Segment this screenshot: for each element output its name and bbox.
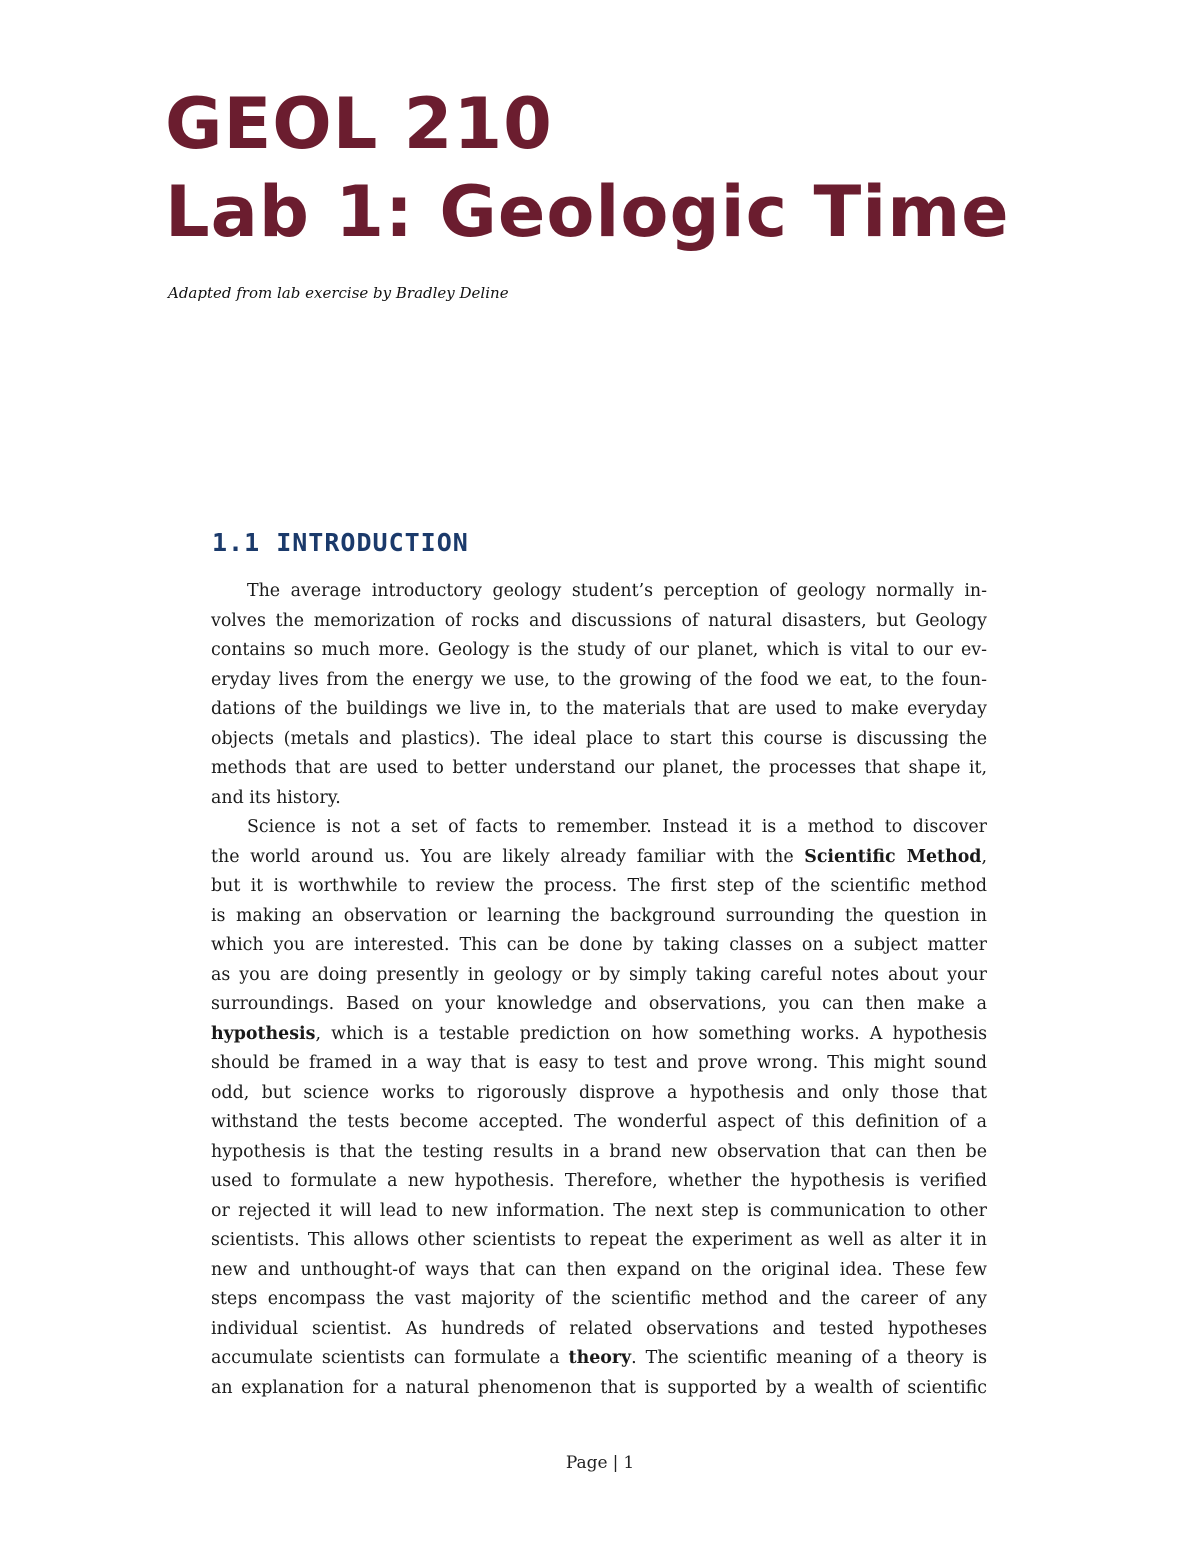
- text-run: . The scientific meaning of a theory is: [631, 1348, 987, 1368]
- paragraph-line: [211, 843, 987, 873]
- text-run: ,: [981, 846, 987, 867]
- paragraph-line: The average introductory geology student’s perception of geology normally in-: [247, 581, 987, 601]
- paragraph-line: but it is worthwhile to review the process. The first step of the scientific method: [211, 876, 987, 896]
- course-code: GEOL 210: [165, 83, 553, 165]
- paragraph-line: new and unthought-of ways that can then expand on the original idea. These few: [211, 1259, 987, 1280]
- body-text: [211, 577, 987, 1403]
- attribution: Adapted from lab exercise by Bradley Deline: [168, 284, 509, 302]
- paragraph-line: surroundings. Based on your knowledge and observations, you can then make a: [211, 994, 987, 1014]
- paragraph-line: and its history.: [211, 787, 341, 808]
- paragraph-line: which you are interested. This can be done by taking classes on a subject matter: [211, 935, 987, 955]
- paragraph-line: Science is not a set of facts to remember. Instead it is a method to discover: [247, 817, 987, 837]
- text-run: the world around us. You are likely already familiar with the: [211, 846, 805, 867]
- paragraph-line: odd, but science works to rigorously disprove a hypothesis and only those that: [211, 1082, 987, 1103]
- paragraph-line: steps encompass the vast majority of the scientific method and the career of any: [211, 1289, 987, 1309]
- page-footer: [0, 1453, 1200, 1473]
- paragraph-line: volves the memorization of rocks and discussions of natural disasters, but Geology: [211, 610, 987, 631]
- paragraph-line: hypothesis is that the testing results in a brand new observation that can then be: [211, 1141, 987, 1162]
- paragraph-line: [211, 1344, 987, 1374]
- term-hypothesis: hypothesis: [211, 1023, 316, 1044]
- lab-title: Lab 1: Geologic Time: [165, 171, 1010, 253]
- page-separator: |: [612, 1453, 619, 1473]
- paragraph-line: objects (metals and plastics). The ideal place to start this course is discussing the: [211, 728, 987, 749]
- paragraph-line: dations of the buildings we live in, to the materials that are used to make everyday: [211, 699, 987, 719]
- paragraph-line: contains so much more. Geology is the study of our planet, which is vital to our ev-: [211, 640, 987, 660]
- document-title: [165, 80, 1065, 256]
- text-run: accumulate scientists can formulate a: [211, 1348, 569, 1368]
- page-label: Page: [565, 1453, 608, 1473]
- paragraph-line: is making an observation or learning the background surrounding the question in: [211, 905, 987, 926]
- paragraph-line: methods that are used to better understand our planet, the processes that shape it,: [211, 758, 987, 778]
- paragraph-line: individual scientist. As hundreds of related observations and tested hypotheses: [211, 1318, 987, 1339]
- paragraph-line: withstand the tests become accepted. The wonderful aspect of this definition of a: [211, 1112, 987, 1132]
- page-number: 1: [623, 1453, 635, 1473]
- paragraph-line: eryday lives from the energy we use, to the growing of the food we eat, to the foun-: [211, 669, 987, 690]
- paragraph-line: an explanation for a natural phenomenon that is supported by a wealth of scientific: [211, 1377, 987, 1398]
- text-run: , which is a testable prediction on how something works. A hypothesis: [315, 1023, 987, 1044]
- paragraph-line: as you are doing presently in geology or by simply taking careful notes about your: [211, 964, 987, 985]
- paragraph-line: should be framed in a way that is easy to test and prove wrong. This might sound: [211, 1053, 987, 1073]
- paragraph-line: or rejected it will lead to new information. The next step is communication to other: [211, 1200, 987, 1221]
- paragraph-line: scientists. This allows other scientists to repeat the experiment as well as alter it in: [211, 1230, 987, 1250]
- term-scientific-method: Scientific Method: [804, 846, 982, 867]
- section-heading: 1.1 INTRODUCTION: [212, 528, 469, 557]
- term-theory: theory: [568, 1348, 632, 1368]
- paragraph-line: used to formulate a new hypothesis. Therefore, whether the hypothesis is verified: [211, 1171, 987, 1191]
- paragraph-line: [211, 1020, 987, 1050]
